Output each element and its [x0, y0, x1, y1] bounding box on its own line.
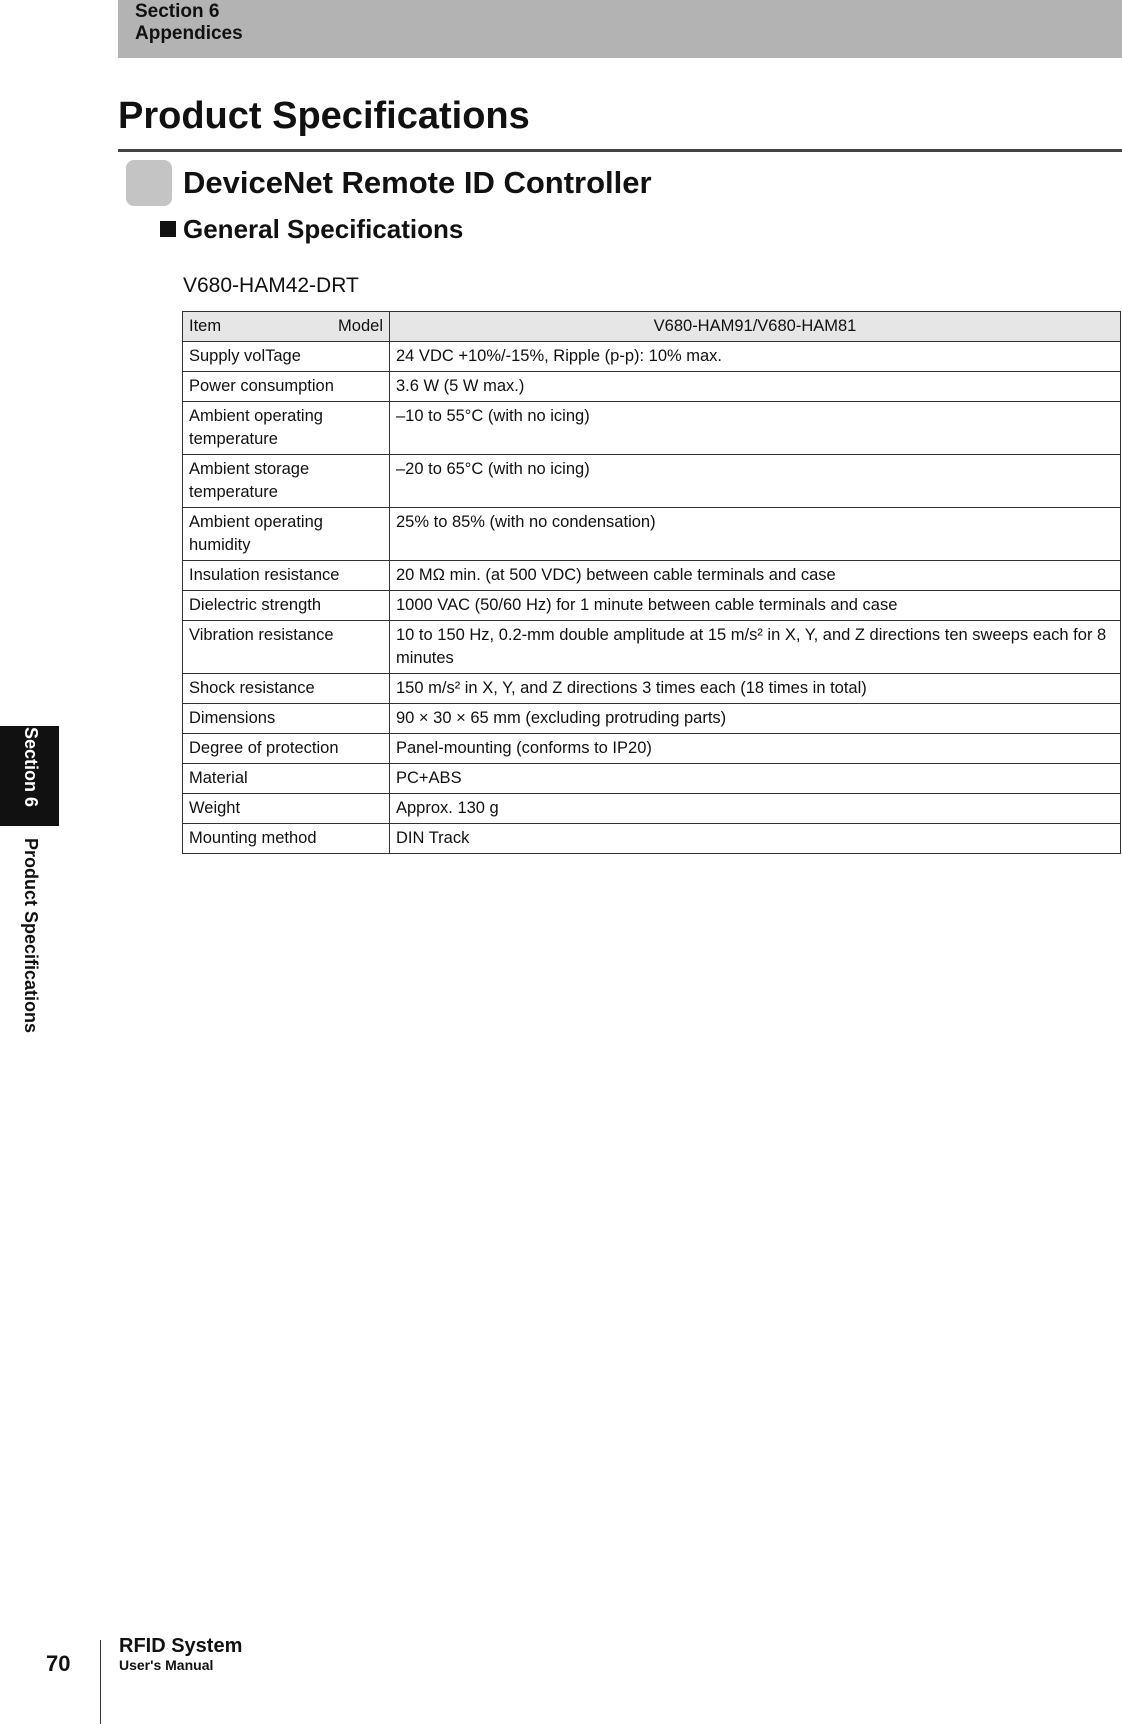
table-row [183, 824, 1121, 854]
spec-item-cell: Mounting method [183, 824, 390, 854]
spec-table-body [183, 342, 1121, 854]
spec-item-cell: Weight [183, 794, 390, 824]
table-row [183, 764, 1121, 794]
table-row [183, 591, 1121, 621]
table-row [183, 342, 1121, 372]
header-bar [118, 0, 1122, 58]
footer-title: RFID System [119, 1635, 243, 1657]
header-item-model-cell [183, 312, 390, 342]
spec-value-cell: 1000 VAC (50/60 Hz) for 1 minute between cable terminals and case [390, 591, 1121, 621]
spec-value-cell: –10 to 55°C (with no icing) [390, 402, 1121, 455]
table-row [183, 402, 1121, 455]
subsection-title: DeviceNet Remote ID Controller [183, 165, 652, 200]
table-header-row [183, 312, 1121, 342]
table-row [183, 794, 1121, 824]
title-divider [118, 149, 1122, 152]
header-model-label: Model [338, 317, 383, 335]
spec-item-cell: Dimensions [183, 704, 390, 734]
spec-item-cell: Power consumption [183, 372, 390, 402]
page-title: Product Specifications [118, 95, 530, 137]
spec-item-cell: Shock resistance [183, 674, 390, 704]
table-row [183, 561, 1121, 591]
spec-item-cell: Ambient storage temperature [183, 455, 390, 508]
table-row [183, 508, 1121, 561]
spec-item-cell: Degree of protection [183, 734, 390, 764]
spec-value-cell: PC+ABS [390, 764, 1121, 794]
header-item-label: Item [189, 317, 222, 335]
footer-divider [100, 1640, 101, 1724]
table-row [183, 734, 1121, 764]
table-row [183, 621, 1121, 674]
spec-item-cell: Material [183, 764, 390, 794]
spec-item-cell: Dielectric strength [183, 591, 390, 621]
footer-subtitle: User's Manual [119, 1657, 214, 1673]
spec-item-cell: Supply volTage [183, 342, 390, 372]
spec-value-cell: 10 to 150 Hz, 0.2-mm double amplitude at 15 m/s² in X, Y, and Z directions ten sweeps each for 8 minutes [390, 621, 1121, 674]
spec-value-cell: DIN Track [390, 824, 1121, 854]
spec-value-cell: 3.6 W (5 W max.) [390, 372, 1121, 402]
square-bullet-icon [160, 221, 176, 237]
model-label: V680-HAM42-DRT [183, 274, 359, 297]
spec-item-cell: Insulation resistance [183, 561, 390, 591]
general-specifications-heading: General Specifications [183, 214, 464, 244]
table-row [183, 704, 1121, 734]
table-row [183, 372, 1121, 402]
spec-value-cell: Approx. 130 g [390, 794, 1121, 824]
header-model-value: V680-HAM91/V680-HAM81 [390, 312, 1121, 342]
header-subtitle: Appendices [135, 23, 243, 44]
spec-value-cell: 24 VDC +10%/-15%, Ripple (p-p): 10% max. [390, 342, 1121, 372]
spec-value-cell: 25% to 85% (with no condensation) [390, 508, 1121, 561]
spec-value-cell: –20 to 65°C (with no icing) [390, 455, 1121, 508]
table-row [183, 455, 1121, 508]
spec-value-cell: 20 MΩ min. (at 500 VDC) between cable terminals and case [390, 561, 1121, 591]
spec-item-cell: Vibration resistance [183, 621, 390, 674]
header-section: Section 6 [135, 1, 220, 22]
spec-item-cell: Ambient operating humidity [183, 508, 390, 561]
spec-value-cell: 150 m/s² in X, Y, and Z directions 3 times each (18 times in total) [390, 674, 1121, 704]
page-number: 70 [46, 1651, 71, 1676]
spec-value-cell: Panel-mounting (conforms to IP20) [390, 734, 1121, 764]
spec-table [182, 311, 1121, 854]
side-section-title: Product Specifications [21, 838, 41, 1034]
side-section-tab-label: Section 6 [21, 727, 41, 808]
spec-value-cell: 90 × 30 × 65 mm (excluding protruding parts) [390, 704, 1121, 734]
table-row [183, 674, 1121, 704]
spec-item-cell: Ambient operating temperature [183, 402, 390, 455]
section-marker-box [126, 160, 172, 206]
